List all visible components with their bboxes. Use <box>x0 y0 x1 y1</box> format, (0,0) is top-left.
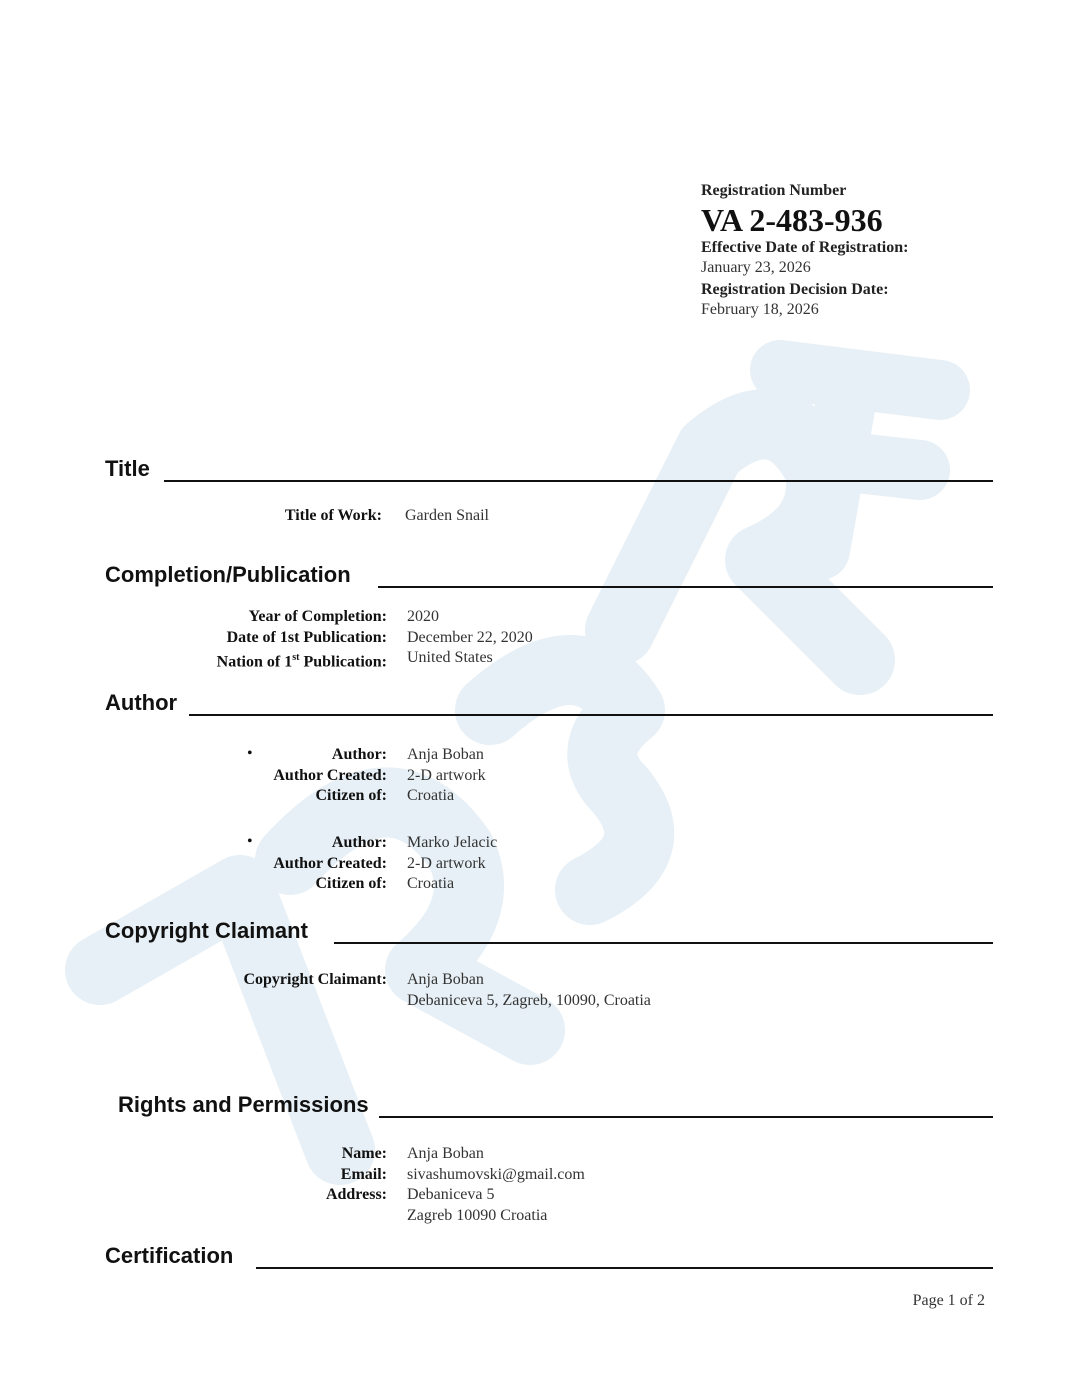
section-claimant <box>105 918 993 944</box>
citizen-of-label: Citizen of: <box>315 875 387 892</box>
section-completion-heading: Completion/Publication <box>105 562 351 587</box>
effective-date: January 23, 2026 <box>701 259 811 276</box>
rights-name-label: Name: <box>341 1145 387 1162</box>
author-name: Anja Boban <box>407 746 484 763</box>
section-claimant-heading: Copyright Claimant <box>105 918 308 943</box>
claimant-info <box>180 970 651 1011</box>
author-created-label: Author Created: <box>273 854 387 872</box>
claimant-label: Copyright Claimant: <box>243 971 387 988</box>
section-completion <box>105 562 993 588</box>
nation-publication-label: Nation of 1st Publication: <box>216 652 387 671</box>
year-completion-value: 2020 <box>407 608 439 625</box>
year-completion-label: Year of Completion: <box>248 608 387 625</box>
author-name: Marko Jelacic <box>407 834 498 851</box>
section-title <box>105 456 993 482</box>
citizen-of-value: Croatia <box>407 875 455 892</box>
registration-number-label: Registration Number <box>701 182 847 199</box>
nation-publication-value: United States <box>407 649 493 666</box>
section-certification-rule <box>256 1267 993 1269</box>
page-number: Page 1 of 2 <box>912 1292 985 1309</box>
first-publication-date-label: Date of 1st Publication: <box>226 628 387 646</box>
rights-address-line1: Debaniceva 5 <box>407 1186 495 1203</box>
rights-info <box>180 1144 585 1226</box>
author-created-value: 2-D artwork <box>407 766 486 784</box>
section-rights <box>118 1092 993 1118</box>
rights-name-value: Anja Boban <box>407 1145 484 1162</box>
author-label: Author: <box>331 746 387 763</box>
author-created-label: Author Created: <box>273 766 387 784</box>
section-author-rule <box>189 714 993 716</box>
section-certification <box>105 1243 993 1269</box>
registration-number: VA 2-483-936 <box>701 202 883 238</box>
rights-email-value: sivashumovski@gmail.com <box>407 1165 585 1183</box>
title-of-work-value: Garden Snail <box>405 507 489 524</box>
section-title-heading: Title <box>105 456 150 481</box>
author-bullet: • <box>247 833 253 850</box>
title-info <box>180 506 489 527</box>
completion-info <box>180 607 533 673</box>
rights-address-label: Address: <box>325 1186 387 1203</box>
claimant-address: Debaniceva 5, Zagreb, 10090, Croatia <box>407 991 651 1009</box>
claimant-name: Anja Boban <box>407 971 484 988</box>
author-label: Author: <box>331 834 387 851</box>
author-entry <box>180 833 497 895</box>
citizen-of-value: Croatia <box>407 787 455 804</box>
section-rights-rule <box>379 1116 993 1118</box>
section-rights-heading: Rights and Permissions <box>118 1092 369 1117</box>
section-certification-heading: Certification <box>105 1243 234 1268</box>
decision-date-label: Registration Decision Date: <box>701 281 889 298</box>
author-bullet: • <box>247 745 253 762</box>
section-author-heading: Author <box>105 690 178 715</box>
decision-date: February 18, 2026 <box>701 301 819 318</box>
rights-email-label: Email: <box>340 1165 387 1183</box>
author-created-value: 2-D artwork <box>407 854 486 872</box>
rights-address-line2: Zagreb 10090 Croatia <box>407 1206 548 1224</box>
section-claimant-rule <box>334 942 993 944</box>
section-completion-rule <box>378 586 993 588</box>
section-author <box>105 690 993 716</box>
effective-date-label: Effective Date of Registration: <box>701 239 909 256</box>
section-title-rule <box>164 480 993 482</box>
author-entry <box>180 745 486 807</box>
registration-block <box>701 181 1041 322</box>
title-of-work-label: Title of Work: <box>284 507 382 524</box>
citizen-of-label: Citizen of: <box>315 787 387 804</box>
first-publication-date-value: December 22, 2020 <box>407 628 533 646</box>
